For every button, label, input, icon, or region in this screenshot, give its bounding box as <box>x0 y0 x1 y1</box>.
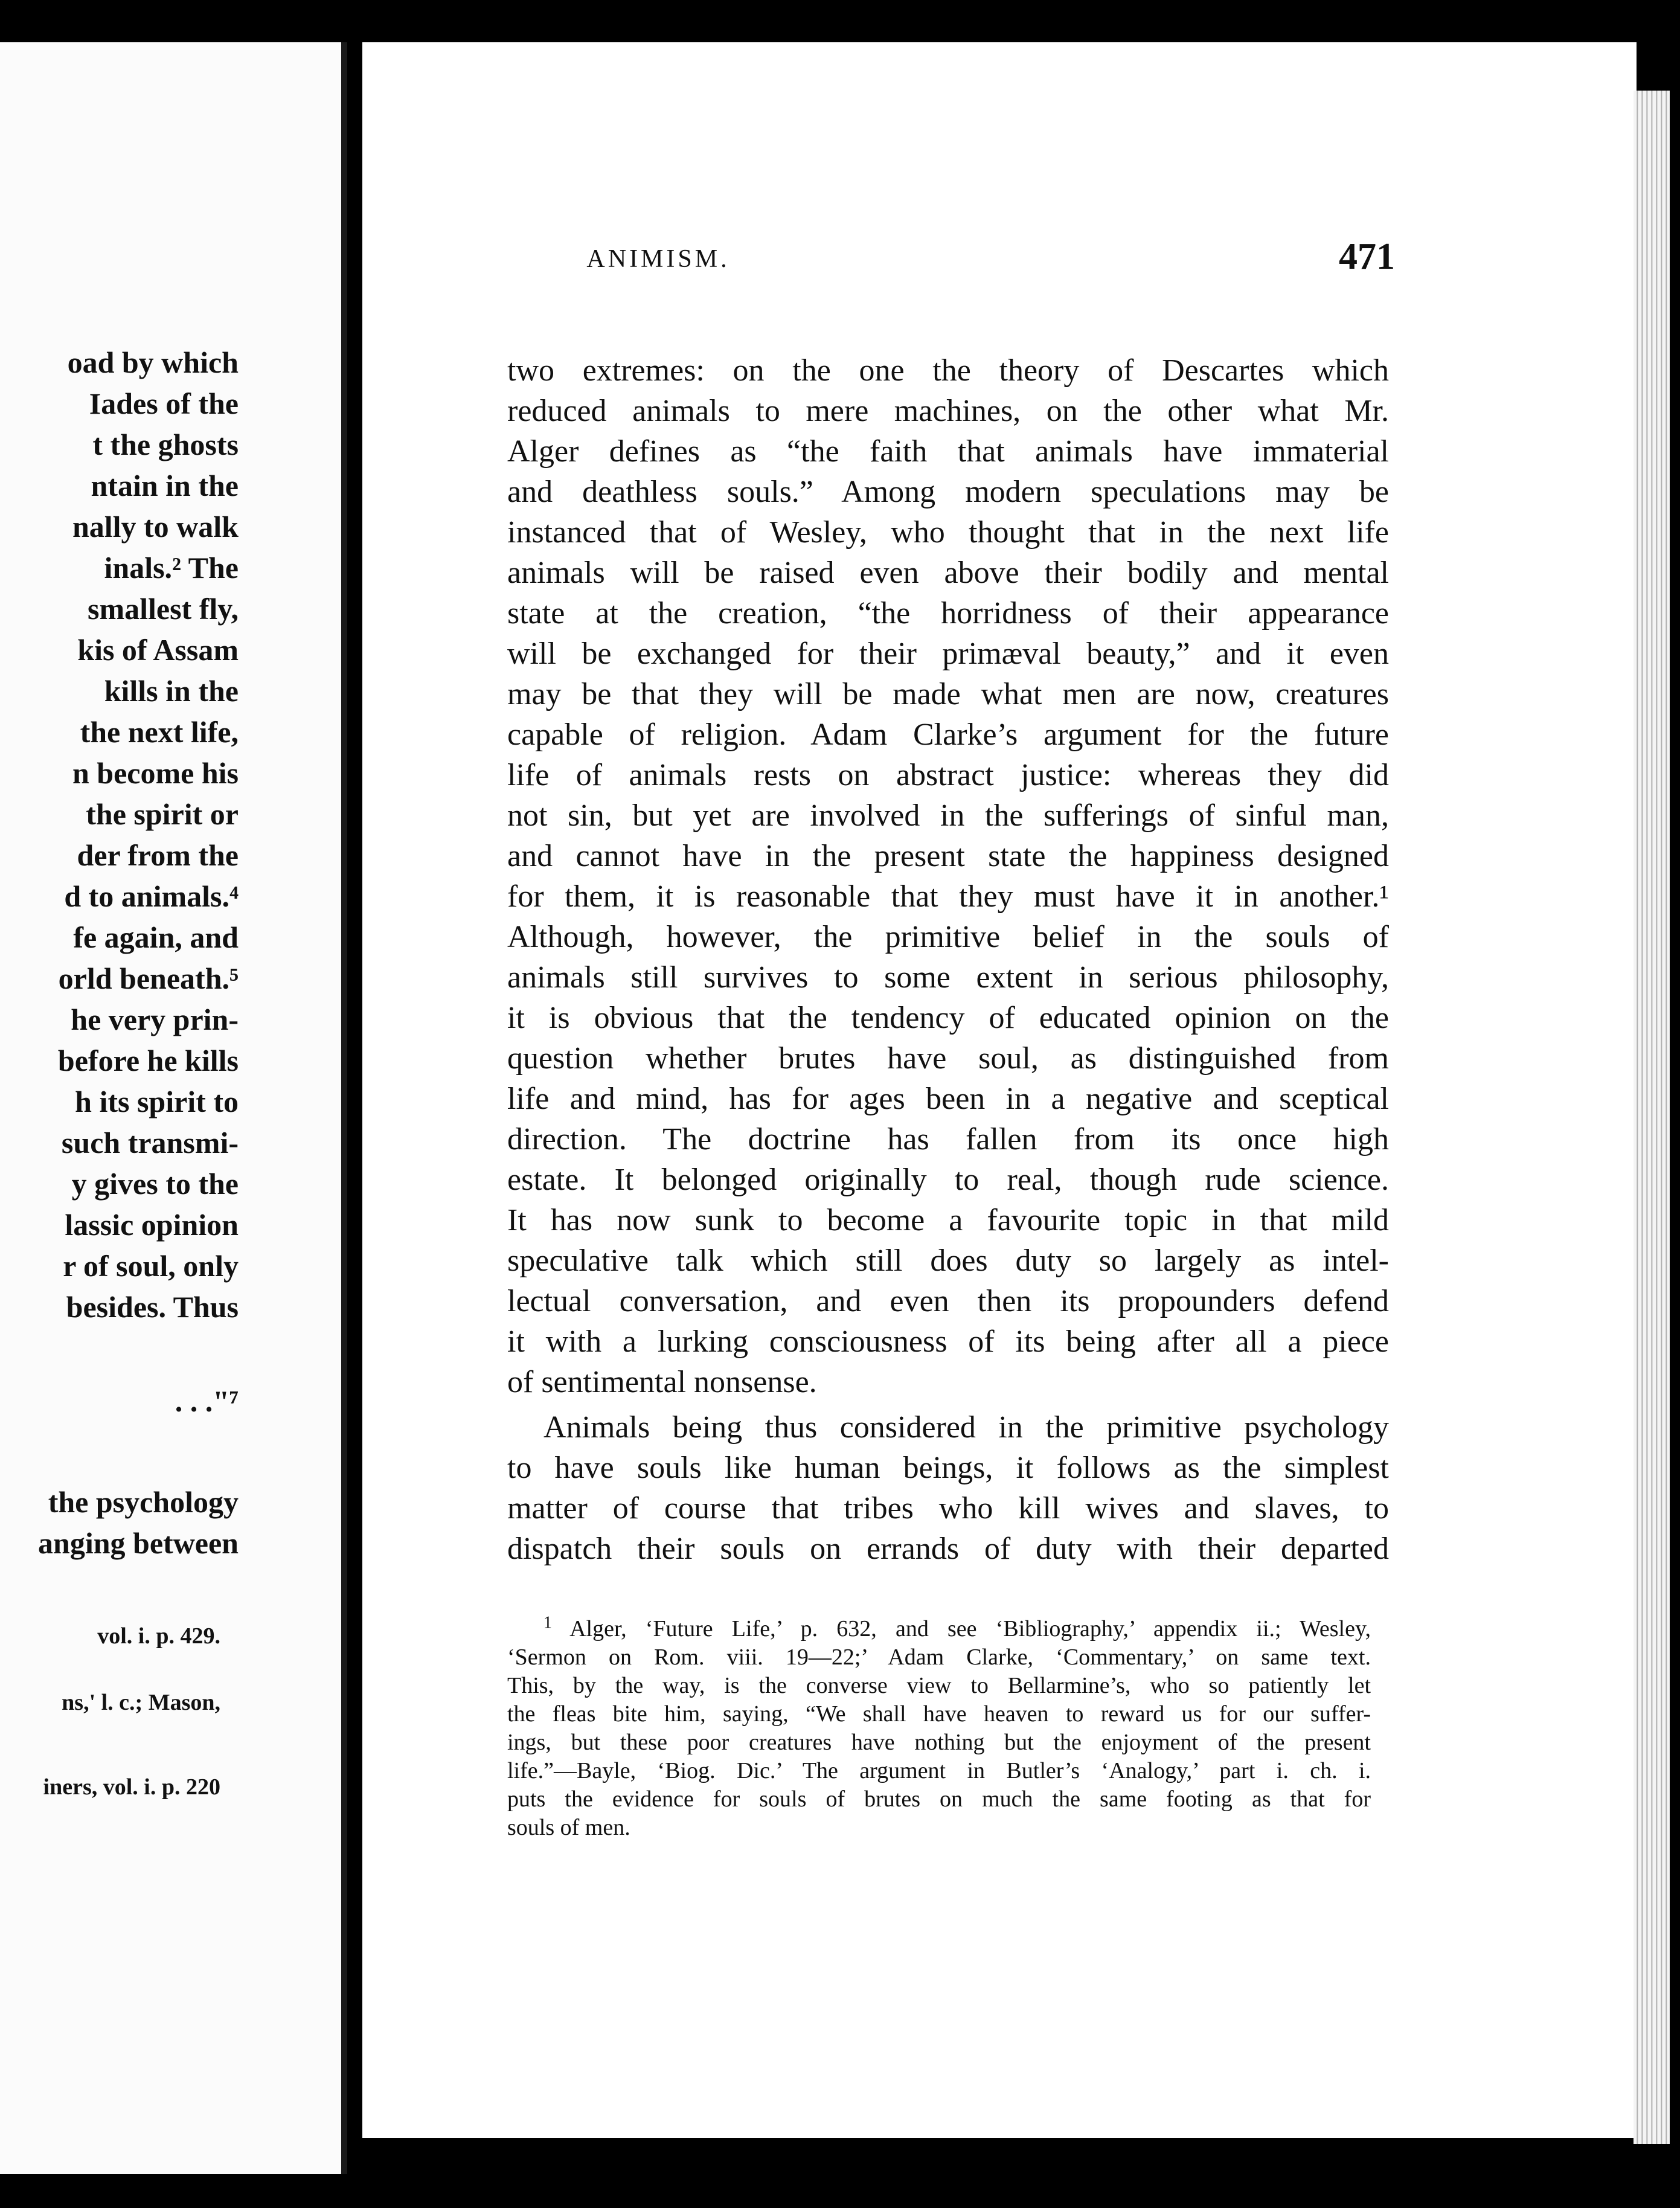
body-text-line: and cannot have in the present state the happiness designed <box>507 839 1389 873</box>
left-text-line: oad by which <box>67 345 239 379</box>
body-text-line: and deathless souls.” Among modern speculations may be <box>507 475 1389 509</box>
body-text-line: It has now sunk to become a favourite topic in that mild <box>507 1203 1389 1237</box>
left-text-line: nally to walk <box>72 510 239 544</box>
body-text-line: direction. The doctrine has fallen from its once high <box>507 1122 1389 1157</box>
footnote-line <box>543 1613 1371 1642</box>
left-page <box>0 42 347 2174</box>
footnote-text: Alger, ‘Future Life,’ p. 632, and see ‘Bibliography,’ appendix ii.; Wesley, <box>569 1616 1371 1642</box>
body-text-line: state at the creation, “the horridness of their appearance <box>507 596 1389 631</box>
page-number: 471 <box>1339 236 1395 277</box>
footnote-line: ‘Sermon on Rom. viii. 19—22;’ Adam Clarke, ‘Commentary,’ on same text. <box>507 1645 1371 1670</box>
left-text-line: ntain in the <box>91 469 239 502</box>
left-text-line: n become his <box>72 756 239 790</box>
left-text-line: fe again, and <box>73 920 239 954</box>
left-text-line: besides. Thus <box>66 1290 239 1324</box>
left-text-line: h its spirit to <box>75 1085 239 1118</box>
body-text-line: Alger defines as “the faith that animals have immaterial <box>507 434 1389 469</box>
body-text-line: speculative talk which still does duty so largely as intel- <box>507 1244 1389 1278</box>
body-text-line: Although, however, the primitive belief in the souls of <box>507 920 1389 954</box>
body-text-line: instanced that of Wesley, who thought that in the next life <box>507 515 1389 550</box>
body-text-line: for them, it is reasonable that they must have it in another.¹ <box>507 879 1389 914</box>
footnote-line: the fleas bite him, saying, “We shall have heaven to reward us for our suffer- <box>507 1701 1371 1727</box>
left-text-line: kills in the <box>104 674 239 708</box>
left-text-line: lassic opinion <box>65 1208 239 1242</box>
left-text-line: d to animals.⁴ <box>64 879 239 913</box>
left-text-line: anging between <box>38 1526 239 1560</box>
footnote-marker: 1 <box>543 1613 552 1632</box>
body-text-line: lectual conversation, and even then its propounders defend <box>507 1284 1389 1318</box>
footnote-line: souls of men. <box>507 1815 630 1840</box>
body-text-line: question whether brutes have soul, as distinguished from <box>507 1041 1389 1076</box>
left-text-line: the next life, <box>80 715 239 749</box>
body-text-line: matter of course that tribes who kill wives and slaves, to <box>507 1491 1389 1526</box>
left-text-line: y gives to the <box>71 1167 239 1201</box>
left-text-line: he very prin- <box>71 1003 239 1036</box>
left-footnote-line: vol. i. p. 429. <box>97 1623 220 1649</box>
footnote-line: puts the evidence for souls of brutes on much the same footing as that for <box>507 1786 1371 1812</box>
left-text-line: . . ."⁷ <box>175 1384 239 1418</box>
left-footnote-line: ns,' l. c.; Mason, <box>62 1690 220 1715</box>
footnote-line: ings, but these poor creatures have nothing but the enjoyment of the present <box>507 1730 1371 1755</box>
body-text-line: animals still survives to some extent in serious philosophy, <box>507 960 1389 995</box>
body-text-line: it is obvious that the tendency of educated opinion on the <box>507 1001 1389 1035</box>
left-text-line: such transmi- <box>61 1126 239 1160</box>
left-text-line: orld beneath.⁵ <box>58 961 239 995</box>
left-text-line: kis of Assam <box>77 633 239 667</box>
left-text-line: the psychology <box>48 1485 239 1519</box>
body-text-line: two extremes: on the one the theory of Descartes which <box>507 353 1389 388</box>
left-text-line: der from the <box>77 838 239 872</box>
body-text-line: may be that they will be made what men are now, creatures <box>507 677 1389 711</box>
body-text-line: estate. It belonged originally to real, though rude science. <box>507 1163 1389 1197</box>
body-text-line: to have souls like human beings, it follows as the simplest <box>507 1451 1389 1485</box>
left-footnote-line: iners, vol. i. p. 220 <box>43 1774 220 1800</box>
left-text-line: before he kills <box>57 1044 239 1077</box>
body-text-line: it with a lurking consciousness of its being after all a piece <box>507 1324 1389 1359</box>
body-text-line: life of animals rests on abstract justice: whereas they did <box>507 758 1389 792</box>
body-text-line: dispatch their souls on errands of duty with their departed <box>507 1532 1389 1566</box>
page-edge <box>1634 91 1670 2144</box>
body-text-line: not sin, but yet are involved in the sufferings of sinful man, <box>507 798 1389 833</box>
footnote-line: This, by the way, is the converse view to Bellarmine’s, who so patiently let <box>507 1673 1371 1698</box>
body-text-line: reduced animals to mere machines, on the other what Mr. <box>507 394 1389 428</box>
body-text-line: Animals being thus considered in the primitive psychology <box>543 1410 1389 1445</box>
footnote-line: life.”—Bayle, ‘Biog. Dic.’ The argument in Butler’s ‘Analogy,’ part i. ch. i. <box>507 1758 1371 1783</box>
body-text-line: of sentimental nonsense. <box>507 1365 817 1399</box>
left-text-line: t the ghosts <box>92 428 239 461</box>
body-text-line: life and mind, has for ages been in a negative and sceptical <box>507 1082 1389 1116</box>
left-text-line: Iades of the <box>89 387 239 420</box>
body-text-line: capable of religion. Adam Clarke’s argument for the future <box>507 717 1389 752</box>
body-text-line: will be exchanged for their primæval beauty,” and it even <box>507 637 1389 671</box>
left-text-line: the spirit or <box>86 797 239 831</box>
left-text-line: r of soul, only <box>63 1249 239 1283</box>
left-text-line: inals.² The <box>104 551 239 585</box>
left-text-line: smallest fly, <box>88 592 239 626</box>
running-title: ANIMISM. <box>586 245 730 273</box>
body-text-line: animals will be raised even above their bodily and mental <box>507 556 1389 590</box>
